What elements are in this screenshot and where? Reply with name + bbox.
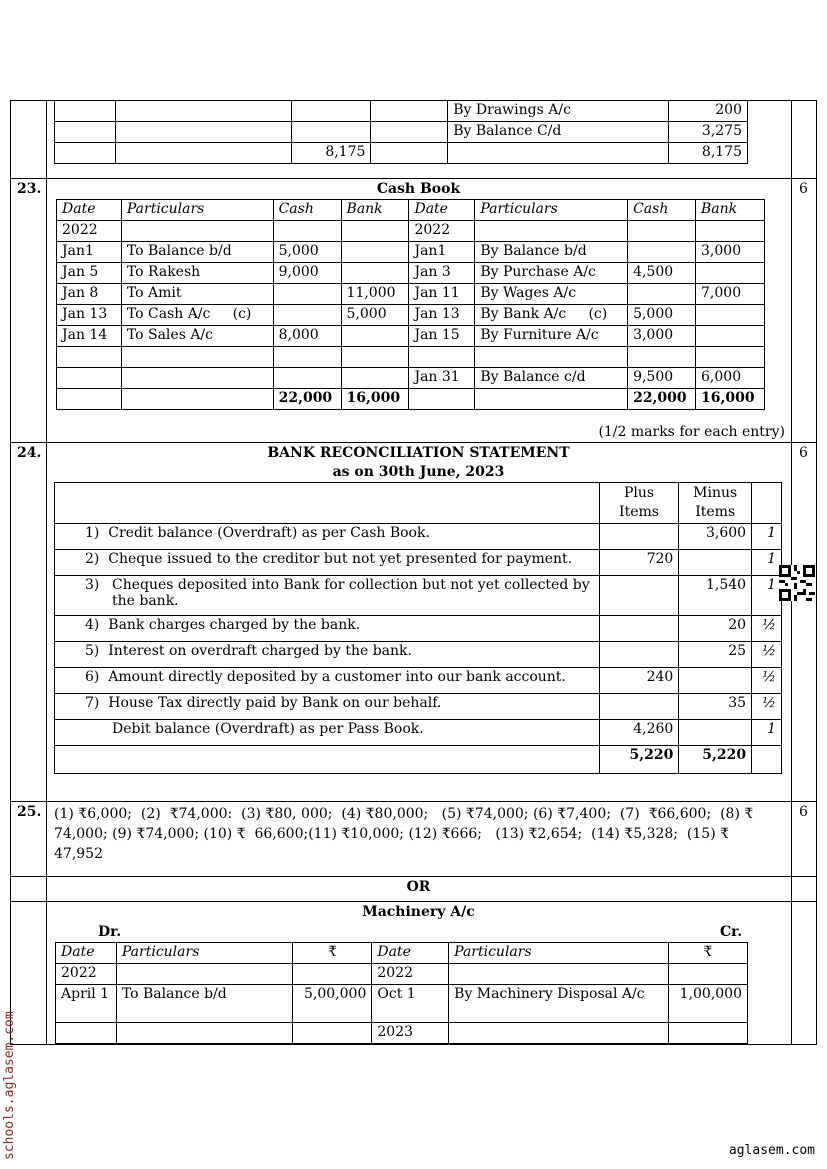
brs-table xyxy=(54,482,782,774)
table-header-row: Date Particulars Cash Bank Date Particulars Cash Bank xyxy=(57,200,765,221)
footer-site-link[interactable]: aglasem.com xyxy=(728,1143,815,1158)
marking-note: (1/2 marks for each entry) xyxy=(598,424,785,440)
table-header-row: Plus Items Minus Items xyxy=(55,483,782,524)
table-row: April 1 To Balance b/d 5,00,000 Oct 1 By Machinery Disposal A/c 1,00,000 xyxy=(56,985,748,1023)
question-marks: 6 xyxy=(799,445,808,461)
question-number: 25. xyxy=(17,804,42,820)
answer-line-3: 47,952 xyxy=(54,846,103,862)
table-row: 8,175 8,175 xyxy=(55,143,748,164)
table-row: 4) Bank charges charged by the bank. 20 ½ xyxy=(55,616,782,642)
table-row: Jan1 To Balance b/d 5,000 Jan1 By Balance b/d 3,000 xyxy=(57,242,765,263)
table-row: Jan 31 By Balance c/d 9,500 6,000 xyxy=(57,368,765,389)
table-row: Jan 5 To Rakesh 9,000 Jan 3 By Purchase A/c 4,500 xyxy=(57,263,765,284)
table-row: 2022 2022 xyxy=(57,221,765,242)
table-row: 3) Cheques deposited into Bank for collection but not yet collected by the bank. 1,540 1 xyxy=(55,576,782,616)
side-watermark: schools.aglasem.com xyxy=(2,1011,17,1160)
credit-label: Cr. xyxy=(720,924,743,940)
cash-book-table xyxy=(56,199,765,410)
table-row: 7) House Tax directly paid by Bank on our behalf. 35 ½ xyxy=(55,694,782,720)
question-marks: 6 xyxy=(799,804,808,820)
table-row: 1) Credit balance (Overdraft) as per Cash Book. 3,600 1 xyxy=(55,524,782,550)
table-row: 2) Cheque issued to the creditor but not yet presented for payment. 720 1 xyxy=(55,550,782,576)
answer-line-2: 74,000; (9) ₹74,000; (10) ₹ 66,600;(11) ₹10,000; (12) ₹666; (13) ₹2,654; (14) ₹5,328; (15) ₹ xyxy=(54,826,730,842)
table-row: Jan 14 To Sales A/c 8,000 Jan 15 By Furniture A/c 3,000 xyxy=(57,326,765,347)
or-label: OR xyxy=(406,879,431,895)
machinery-account-table xyxy=(55,942,748,1044)
table-row: 2022 2022 xyxy=(56,964,748,985)
cash-book-title: Cash Book xyxy=(376,181,461,197)
machinery-title: Machinery A/c xyxy=(362,904,475,920)
ledger-continued-table xyxy=(54,100,748,164)
table-row: 6) Amount directly deposited by a customer into our bank account. 240 ½ xyxy=(55,668,782,694)
question-number: 23. xyxy=(17,181,42,197)
table-row: Jan 8 To Amit 11,000 Jan 11 By Wages A/c 7,000 xyxy=(57,284,765,305)
answer-line-1: (1) ₹6,000; (2) ₹74,000: (3) ₹80, 000; (4) ₹80,000; (5) ₹74,000; (6) ₹7,400; (7) ₹66,600; (8) ₹ xyxy=(54,806,754,822)
totals-row: 22,000 16,000 22,000 16,000 xyxy=(57,389,765,410)
question-marks: 6 xyxy=(799,181,808,197)
qr-code-icon xyxy=(779,565,815,601)
table-row: By Drawings A/c 200 xyxy=(55,101,748,122)
table-header-row: Date Particulars ₹ Date Particulars ₹ xyxy=(56,943,748,964)
brs-title: BANK RECONCILIATION STATEMENT xyxy=(267,445,570,461)
table-row: Debit balance (Overdraft) as per Pass Book. 4,260 1 xyxy=(55,720,782,746)
brs-subtitle: as on 30th June, 2023 xyxy=(332,464,505,480)
debit-label: Dr. xyxy=(98,924,122,940)
table-row: 2023 xyxy=(56,1023,748,1044)
table-row: By Balance C/d 3,275 xyxy=(55,122,748,143)
table-row: 5) Interest on overdraft charged by the bank. 25 ½ xyxy=(55,642,782,668)
table-row: Jan 13 To Cash A/c (c) 5,000 Jan 13 By Bank A/c (c) 5,000 xyxy=(57,305,765,326)
totals-row: 5,220 5,220 xyxy=(55,746,782,774)
question-number: 24. xyxy=(17,445,42,461)
table-row xyxy=(57,347,765,368)
